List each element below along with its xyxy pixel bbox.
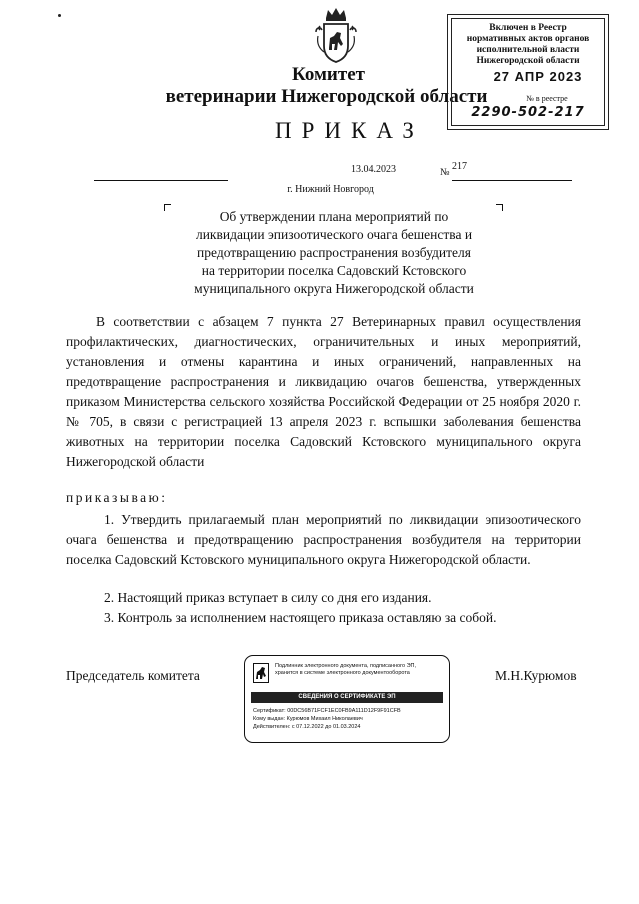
esign-emblem-icon: [253, 663, 269, 683]
esign-note: [275, 663, 443, 677]
org-name-line1: Комитет: [292, 64, 365, 85]
stamp-line3: исполнительной власти: [476, 45, 580, 55]
number-label: №: [440, 167, 450, 178]
esign-valid-value: с 07.12.2022 до 01.03.2024: [291, 724, 361, 730]
scan-dot: [58, 14, 61, 17]
org-name-line2: ветеринарии Нижегородской области: [165, 86, 488, 107]
subject-line: Об утверждении плана мероприятий по: [219, 209, 449, 224]
signer-name: М.Н.Курюмов: [495, 668, 577, 683]
stamp-reg-number: 2290-502-217: [471, 105, 585, 120]
esign-cert-row: [253, 708, 401, 715]
esign-note-line1: Подлинник электронного документа, подписанного ЭП,: [275, 663, 417, 669]
date-underline-left: [94, 180, 228, 181]
number-underline: [452, 180, 572, 181]
esign-cert-value: 00DC56B71FCF1EC0FB9A111D12F9F91CFB: [287, 708, 401, 714]
order-item-1: 1. Утвердить прилагаемый план мероприятий по ликвидации эпизоотического очага бешенства и предотвращению распространения возбудителя на территории поселка Садовский Кстовского муниципального округа Нижегородской области.: [66, 512, 581, 567]
stamp-date: 27 АПР 2023: [493, 69, 583, 84]
subject-line: муниципального округа Нижегородской области: [194, 281, 474, 296]
electronic-signature-block: [244, 655, 450, 743]
subject-line: предотвращению распространения возбудителя: [197, 245, 471, 260]
esign-owner-label: Кому выдан:: [253, 716, 286, 722]
coat-of-arms-icon: [314, 6, 358, 64]
esign-cert-label: Сертификат:: [253, 708, 286, 714]
stamp-line1: Включен в Реестр: [489, 23, 567, 33]
document-number: 217: [452, 161, 467, 172]
subject-line: на территории поселка Садовский Кстовского: [201, 263, 467, 278]
esign-valid-label: Действителен:: [253, 724, 291, 730]
order-item-2: 2. Настоящий приказ вступает в силу со дня его издания.: [104, 590, 432, 605]
stamp-line4: Нижегородской области: [476, 56, 580, 66]
document-title: ПРИКАЗ: [275, 118, 424, 143]
esign-owner-value: Курюмов Михаил Николаевич: [286, 716, 363, 722]
document-subject: [160, 208, 508, 298]
esign-note-line2: хранится в системе электронного документооборота: [275, 670, 410, 676]
esign-valid-row: [253, 724, 360, 731]
signer-position: Председатель комитета: [66, 668, 200, 683]
order-word: приказываю:: [66, 490, 168, 505]
order-item-3: 3. Контроль за исполнением настоящего приказа оставляю за собой.: [104, 610, 497, 625]
document-date: 13.04.2023: [351, 164, 396, 175]
esign-header-bar: СВЕДЕНИЯ О СЕРТИФИКАТЕ ЭП: [251, 692, 443, 703]
stamp-line2: нормативных актов органов: [466, 34, 590, 44]
document-city: г. Нижний Новгород: [287, 184, 374, 195]
preamble-paragraph: В соответствии с абзацем 7 пункта 27 Ветеринарных правил осуществления профилактических, диагностических, ограничительных и иных мероприятий, установления и отмены карантина и иных ограничений, направленных на предотвращение распространения и ликвидацию очагов бешенства, утвержденных приказом Министерства сельского хозяйства Российской Федерации от 25 ноября 2020 г. № 705, в связи с регистрацией 13 апреля 2023 г. вспышки заболевания бешенства животных на территории поселка Садовский Кстовского муниципального округа Нижегородской области: [66, 314, 581, 469]
subject-line: ликвидации эпизоотического очага бешенства и: [195, 227, 473, 242]
stamp-reg-label: № в реестре: [526, 94, 568, 103]
esign-owner-row: [253, 716, 363, 723]
registry-stamp: [447, 14, 609, 130]
